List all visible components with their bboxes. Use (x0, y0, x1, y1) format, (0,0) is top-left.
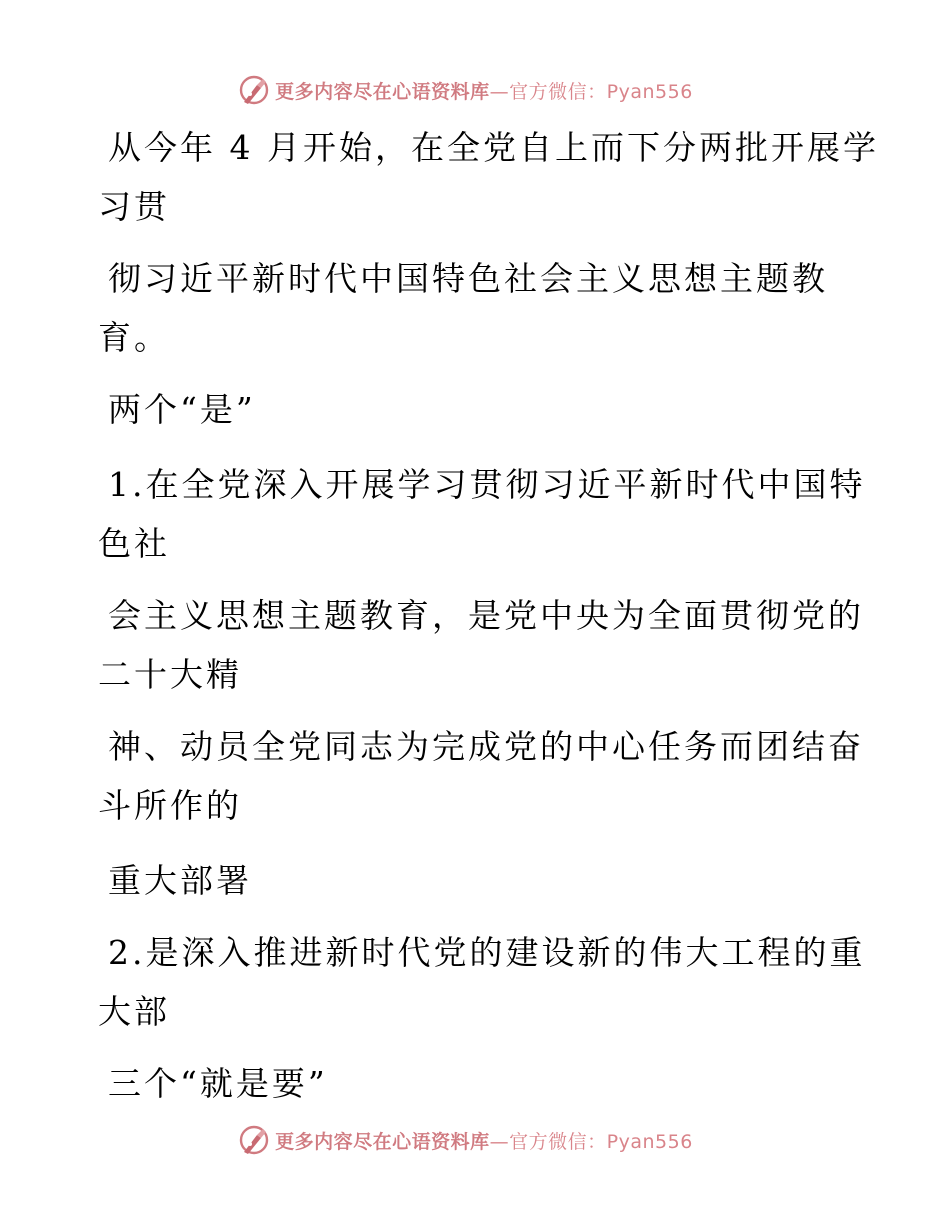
text-line: 育。 (98, 318, 170, 357)
text-line: 两个“是” (108, 390, 256, 429)
header-watermark-brand: 更多内容尽在心语资料库 (275, 80, 490, 103)
text-line: 神、动员全党同志为完成党的中心任务而团结奋 (108, 727, 864, 766)
footer-watermark-inner (237, 1123, 693, 1157)
pen-logo-icon (237, 73, 271, 107)
header-watermark-inner (237, 73, 693, 107)
text-line: 2.是深入推进新时代党的建设新的伟大工程的重 (108, 933, 866, 972)
header-watermark-text (275, 77, 693, 104)
footer-watermark-brand: 更多内容尽在心语资料库 (275, 1130, 490, 1153)
text-line: 重大部署 (108, 861, 252, 900)
text-line: 1.在全党深入开展学习贯彻习近平新时代中国特 (108, 465, 866, 504)
header-watermark (0, 70, 950, 110)
text-line: 习贯 (98, 187, 170, 226)
header-watermark-contact: —官方微信：Pyan556 (489, 80, 693, 103)
text-line: 彻习近平新时代中国特色社会主义思想主题教 (108, 259, 828, 298)
footer-watermark-text (275, 1127, 693, 1154)
text-line: 色社 (98, 524, 170, 563)
text-line: 斗所作的 (98, 786, 242, 825)
pen-logo-icon (237, 1123, 271, 1157)
text-line: 会主义思想主题教育，是党中央为全面贯彻党的 (108, 596, 864, 635)
text-line: 三个“就是要” (108, 1064, 328, 1103)
footer-watermark (0, 1120, 950, 1160)
text-line: 二十大精 (98, 655, 242, 694)
text-line: 大部 (98, 992, 170, 1031)
text-line: 从今年 4 月开始，在全党自上而下分两批开展学 (108, 128, 879, 167)
footer-watermark-contact: —官方微信：Pyan556 (489, 1130, 693, 1153)
